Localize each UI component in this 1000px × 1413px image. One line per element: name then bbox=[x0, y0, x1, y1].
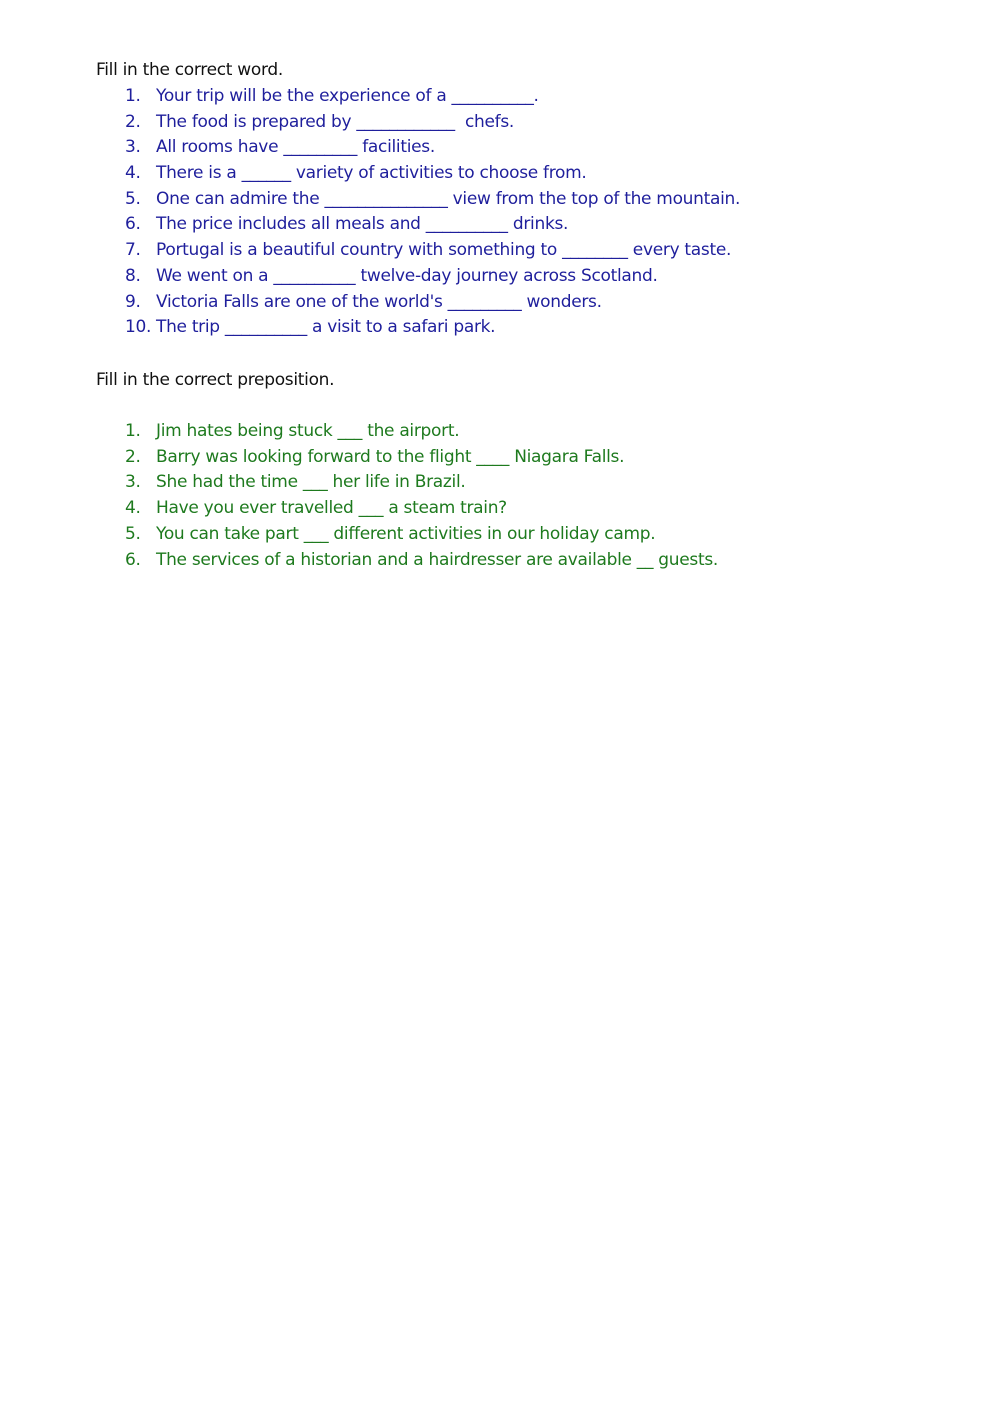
section2-item-3 bbox=[125, 474, 466, 491]
item-text: One can admire the _______________ view from the top of the mountain. bbox=[156, 189, 741, 209]
section1-item-6 bbox=[125, 216, 568, 233]
item-number: 10. bbox=[125, 317, 152, 337]
item-text: Portugal is a beautiful country with something to ________ every taste. bbox=[156, 240, 732, 260]
section1-item-7 bbox=[125, 242, 731, 259]
item-text: Jim hates being stuck ___ the airport. bbox=[156, 421, 460, 441]
section2-item-5 bbox=[125, 526, 655, 543]
section2-item-4 bbox=[125, 500, 507, 517]
section1-item-3 bbox=[125, 139, 435, 156]
section1-item-4 bbox=[125, 165, 587, 182]
section2-item-6 bbox=[125, 552, 718, 569]
item-text: All rooms have _________ facilities. bbox=[156, 137, 435, 157]
item-number: 2. bbox=[125, 447, 141, 467]
item-number: 8. bbox=[125, 266, 141, 286]
item-number: 6. bbox=[125, 214, 141, 234]
item-number: 9. bbox=[125, 292, 141, 312]
item-number: 4. bbox=[125, 163, 141, 183]
section2-heading: Fill in the correct preposition. bbox=[96, 370, 335, 390]
item-text: The services of a historian and a hairdresser are available __ guests. bbox=[156, 550, 719, 570]
section1-item-1 bbox=[125, 88, 539, 105]
item-number: 3. bbox=[125, 137, 141, 157]
item-text: There is a ______ variety of activities to choose from. bbox=[156, 163, 587, 183]
item-number: 5. bbox=[125, 524, 141, 544]
item-text: Your trip will be the experience of a __________. bbox=[156, 86, 539, 106]
item-text: She had the time ___ her life in Brazil. bbox=[156, 472, 466, 492]
item-number: 6. bbox=[125, 550, 141, 570]
section1-item-2 bbox=[125, 114, 514, 131]
section1-item-10 bbox=[125, 319, 495, 336]
section2-item-2 bbox=[125, 449, 624, 466]
item-number: 7. bbox=[125, 240, 141, 260]
item-number: 3. bbox=[125, 472, 141, 492]
item-text: The trip __________ a visit to a safari park. bbox=[156, 317, 496, 337]
item-number: 1. bbox=[125, 421, 141, 441]
item-text: Barry was looking forward to the flight ____ Niagara Falls. bbox=[156, 447, 625, 467]
item-number: 4. bbox=[125, 498, 141, 518]
item-text: You can take part ___ different activities in our holiday camp. bbox=[156, 524, 656, 544]
section1-item-8 bbox=[125, 268, 658, 285]
item-number: 1. bbox=[125, 86, 141, 106]
section1-heading: Fill in the correct word. bbox=[96, 60, 283, 80]
item-number: 2. bbox=[125, 112, 141, 132]
item-text: We went on a __________ twelve-day journey across Scotland. bbox=[156, 266, 658, 286]
section1-item-9 bbox=[125, 294, 602, 311]
item-text: The food is prepared by ____________ chefs. bbox=[156, 112, 515, 132]
section1-item-5 bbox=[125, 191, 740, 208]
item-text: Have you ever travelled ___ a steam train? bbox=[156, 498, 507, 518]
item-text: The price includes all meals and __________ drinks. bbox=[156, 214, 569, 234]
item-text: Victoria Falls are one of the world's _________ wonders. bbox=[156, 292, 602, 312]
section2-item-1 bbox=[125, 423, 459, 440]
item-number: 5. bbox=[125, 189, 141, 209]
